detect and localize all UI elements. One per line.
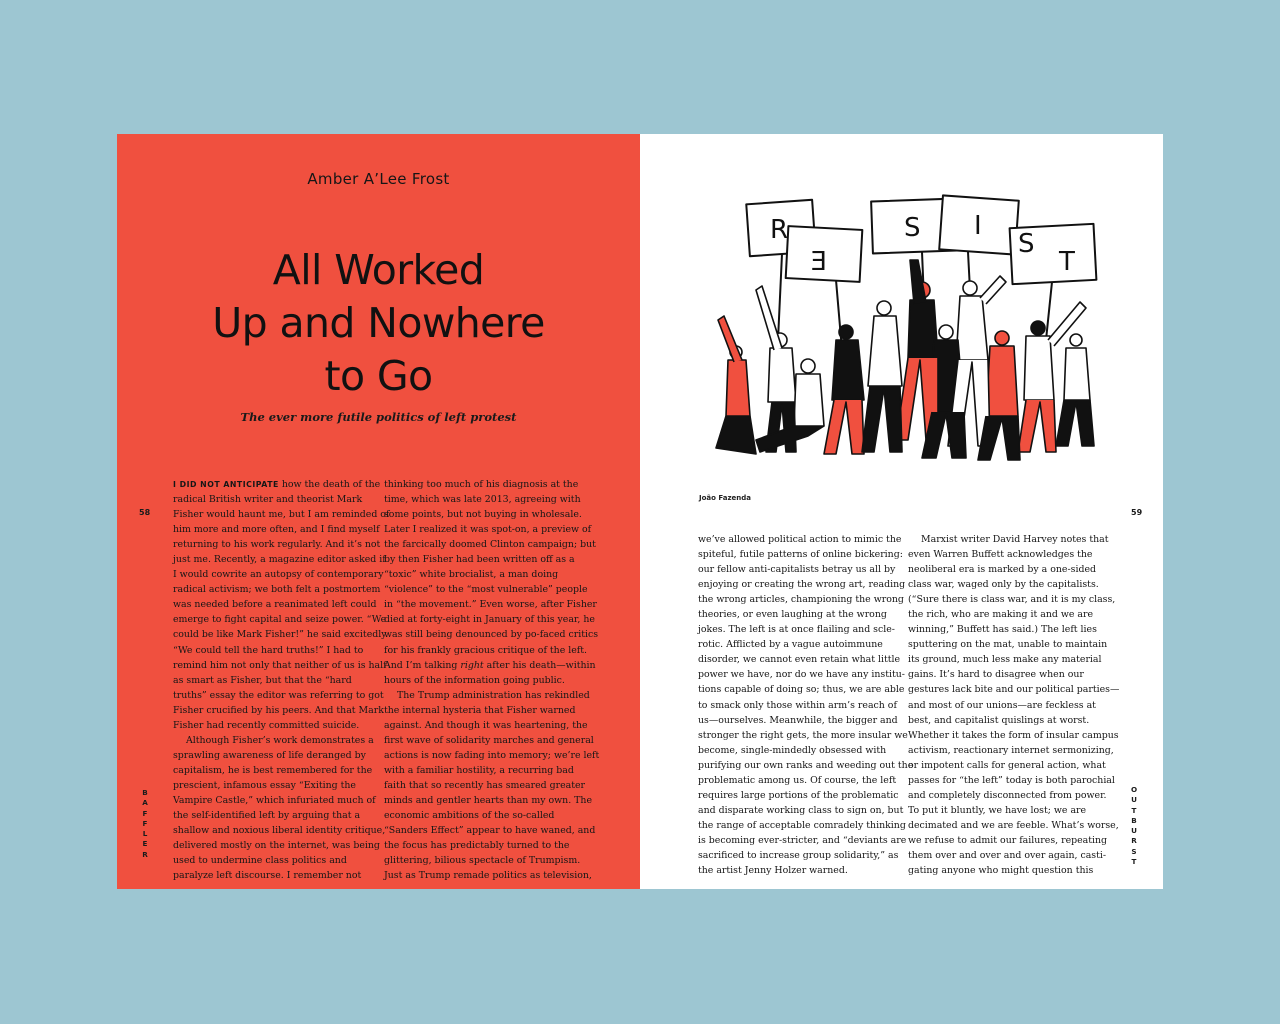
article-subtitle: The ever more futile politics of left protest bbox=[240, 410, 517, 424]
body-line: with a familiar hostility, a recurring bad bbox=[384, 764, 574, 776]
body-line: was still being denounced by po-faced critics bbox=[384, 629, 599, 641]
body-line: is becoming ever-stricter, and “deviants are bbox=[698, 834, 907, 846]
page-number: 59 bbox=[1131, 508, 1143, 517]
body-line: or impotent calls for general action, what bbox=[908, 759, 1106, 771]
body-line: for his frankly gracious critique of the left. bbox=[384, 644, 587, 656]
sign-letter: S bbox=[1018, 229, 1035, 259]
body-line: winning,” Buffett has said.) The left lies bbox=[908, 624, 1097, 636]
body-line: to smack only those within arm’s reach of bbox=[698, 699, 897, 711]
body-line: hours of the information going public. bbox=[384, 674, 565, 686]
author-byline: Amber A’Lee Frost bbox=[307, 170, 450, 188]
body-line: “violence” to the “most vulnerable” people bbox=[384, 584, 588, 596]
body-line: the farcically doomed Clinton campaign; but bbox=[384, 539, 596, 551]
running-head-letter: O bbox=[1130, 785, 1138, 794]
body-column-4 bbox=[908, 532, 1126, 878]
body-column-1 bbox=[173, 477, 390, 883]
body-line: neoliberal era is marked by a one-sided bbox=[908, 564, 1096, 576]
emphasis: right bbox=[460, 659, 484, 671]
body-line: purifying our own ranks and weeding out the bbox=[698, 759, 914, 771]
body-line: problematic among us. Of course, the left bbox=[698, 774, 897, 786]
body-line: I DID NOT ANTICIPATE how the death of the bbox=[173, 479, 381, 490]
body-line: just me. Recently, a magazine editor asked if bbox=[173, 554, 386, 566]
sign-letter: S bbox=[904, 213, 921, 243]
body-line: even Warren Buffett acknowledges the bbox=[908, 549, 1093, 561]
body-line: the self-identified left by arguing that a bbox=[173, 810, 361, 822]
body-line: And I’m talking right after his death—within bbox=[384, 659, 596, 671]
body-line: us—ourselves. Meanwhile, the bigger and bbox=[698, 714, 898, 726]
running-head-vertical bbox=[1129, 785, 1139, 867]
body-line: “toxic” white brocialist, a man doing bbox=[384, 569, 559, 581]
body-line: Later I realized it was spot-on, a preview of bbox=[384, 524, 592, 536]
sign-letter: E bbox=[810, 247, 827, 277]
body-line: the internal hysteria that Fisher warned bbox=[384, 704, 576, 716]
body-line: returning to his work regularly. And it’s not bbox=[173, 539, 381, 551]
running-head-letter: E bbox=[142, 839, 148, 849]
title-line: to Go bbox=[324, 352, 433, 400]
running-head-letter: T bbox=[1131, 805, 1137, 815]
running-head-vertical bbox=[140, 788, 150, 860]
body-line: (“Sure there is class war, and it is my class, bbox=[908, 594, 1116, 606]
body-line: and most of our unions—are feckless at bbox=[908, 699, 1096, 711]
illustration-credit: João Fazenda bbox=[699, 494, 752, 502]
body-line: Whether it takes the form of insular campus bbox=[908, 729, 1119, 741]
running-head-letter: B bbox=[142, 788, 148, 797]
page-number: 58 bbox=[139, 508, 151, 517]
body-line: the wrong articles, championing the wrong bbox=[698, 594, 904, 606]
body-line: thinking too much of his diagnosis at the bbox=[384, 479, 579, 490]
body-line: against. And though it was heartening, the bbox=[384, 719, 588, 731]
body-line: theories, or even laughing at the wrong bbox=[698, 609, 887, 621]
body-line: and completely disconnected from power. bbox=[908, 789, 1107, 801]
body-line: decimated and we are feeble. What’s worse, bbox=[908, 819, 1119, 831]
body-line: time, which was late 2013, agreeing with bbox=[384, 494, 581, 506]
body-line: and disparate working class to sign on, but bbox=[698, 804, 904, 816]
body-line: become, single-mindedly obsessed with bbox=[698, 744, 887, 756]
body-line: radical activism; we both felt a postmortem bbox=[173, 584, 381, 596]
body-line: its ground, much less make any material bbox=[908, 654, 1102, 666]
body-line: passes for “the left” today is both parochial bbox=[908, 774, 1115, 786]
body-line: by then Fisher had been written off as a bbox=[384, 554, 575, 566]
body-line: spiteful, futile patterns of online bickering: bbox=[698, 549, 903, 561]
running-head-letter: S bbox=[1131, 846, 1137, 856]
title-line: All Worked bbox=[272, 246, 485, 294]
body-line: To put it bluntly, we have lost; we are bbox=[908, 804, 1087, 816]
body-line: shallow and noxious liberal identity critique, bbox=[173, 825, 386, 837]
body-line: glittering, bilious spectacle of Trumpism. bbox=[384, 855, 581, 867]
body-line: Just as Trump remade politics as television, bbox=[384, 870, 592, 882]
body-line: best, and capitalist quislings at worst. bbox=[908, 714, 1090, 726]
body-column-3 bbox=[698, 532, 914, 878]
magazine-spread bbox=[117, 134, 1163, 889]
body-line: truths” essay the editor was referring to got bbox=[173, 689, 384, 701]
protest-illustration bbox=[696, 190, 1106, 480]
running-head-letter: F bbox=[142, 808, 148, 818]
body-line: them over and over and over again, casti- bbox=[908, 849, 1107, 861]
body-line: delivered mostly on the internet, was being bbox=[173, 840, 380, 852]
running-head-letter: B bbox=[1131, 815, 1137, 825]
body-line: jokes. The left is at once flailing and scle- bbox=[698, 624, 895, 636]
body-line: the artist Jenny Holzer warned. bbox=[698, 865, 848, 877]
body-line: actions is now fading into memory; we’re left bbox=[384, 749, 600, 761]
body-line: died at forty-eight in January of this year, he bbox=[384, 614, 595, 626]
body-line: we’ve allowed political action to mimic the bbox=[698, 534, 902, 545]
running-head-letter: A bbox=[142, 798, 148, 808]
body-line: gestures lack bite and our political parties— bbox=[908, 684, 1120, 696]
body-line: gating anyone who might question this bbox=[908, 865, 1094, 877]
body-line: paralyze left discourse. I remember not bbox=[173, 870, 362, 882]
body-line: sacrificed to increase group solidarity,” as bbox=[698, 849, 899, 861]
running-head-letter: R bbox=[142, 849, 148, 859]
body-line: Marxist writer David Harvey notes that bbox=[921, 534, 1109, 545]
body-line: remind him not only that neither of us is half bbox=[173, 659, 387, 671]
body-line: emerge to fight capital and seize power. “We bbox=[173, 614, 387, 626]
body-line: Vampire Castle,” which infuriated much of bbox=[173, 794, 376, 806]
body-line: was needed before a reanimated left could bbox=[173, 599, 377, 611]
body-column-2 bbox=[384, 477, 600, 883]
body-line: we refuse to admit our failures, repeating bbox=[908, 834, 1108, 846]
body-line: sputtering on the mat, unable to maintain bbox=[908, 639, 1108, 651]
body-line: prescient, infamous essay “Exiting the bbox=[173, 779, 356, 791]
body-line: rotic. Afflicted by a vague autoimmune bbox=[698, 639, 883, 651]
right-page bbox=[640, 134, 1163, 889]
body-line: disorder, we cannot even retain what little bbox=[698, 654, 901, 666]
body-line: “We could tell the hard truths!” I had to bbox=[173, 644, 364, 656]
body-line: I would cowrite an autopsy of contemporary bbox=[173, 569, 384, 581]
body-line: gains. It’s hard to disagree when our bbox=[908, 669, 1084, 681]
article-title bbox=[117, 244, 640, 403]
body-line: Fisher crucified by his peers. And that Mark bbox=[173, 704, 384, 716]
body-line: the range of acceptable comradely thinking bbox=[698, 819, 906, 831]
body-line: Fisher had recently committed suicide. bbox=[173, 719, 360, 731]
body-line: sprawling awareness of life deranged by bbox=[173, 749, 366, 761]
body-line: The Trump administration has rekindled bbox=[397, 689, 590, 701]
body-line: economic ambitions of the so-called bbox=[384, 810, 555, 822]
body-line: in “the movement.” Even worse, after Fisher bbox=[384, 599, 597, 611]
body-line: Although Fisher’s work demonstrates a bbox=[186, 734, 374, 746]
body-line: our fellow anti-capitalists betray us all by bbox=[698, 564, 896, 576]
body-line: minds and gentler hearts than my own. The bbox=[384, 794, 592, 806]
lead-in: I DID NOT ANTICIPATE bbox=[173, 480, 279, 489]
body-line: activism, reactionary internet sermonizing, bbox=[908, 744, 1114, 756]
body-line: capitalism, he is best remembered for the bbox=[173, 764, 373, 776]
sign-letter: T bbox=[1059, 247, 1075, 277]
running-head-letter: U bbox=[1131, 826, 1137, 836]
body-line: requires large portions of the problematic bbox=[698, 789, 899, 801]
body-line: first wave of solidarity marches and general bbox=[384, 734, 594, 746]
body-line: the focus has predictably turned to the bbox=[384, 840, 570, 852]
body-line: the rich, who are making it and we are bbox=[908, 609, 1094, 621]
body-line: enjoying or creating the wrong art, reading bbox=[698, 579, 906, 591]
body-line: as smart as Fisher, but that the “hard bbox=[173, 674, 352, 686]
title-line: Up and Nowhere bbox=[212, 299, 545, 347]
left-page bbox=[117, 134, 640, 889]
sign-letter: I bbox=[974, 211, 982, 241]
body-line: used to undermine class politics and bbox=[173, 855, 347, 867]
body-line: him more and more often, and I find myself bbox=[173, 524, 380, 536]
body-line: could be like Mark Fisher!” he said excitedly. bbox=[173, 629, 389, 641]
body-line: “Sanders Effect” appear to have waned, and bbox=[384, 825, 596, 837]
body-line: faith that so recently has smeared greater bbox=[384, 779, 586, 791]
sign-letter: R bbox=[770, 215, 789, 245]
running-head-letter: T bbox=[1131, 857, 1137, 867]
body-line: radical British writer and theorist Mark bbox=[173, 494, 363, 506]
body-line: tions capable of doing so; thus, we are able bbox=[698, 684, 905, 696]
body-line: power we have, nor do we have any institu- bbox=[698, 669, 905, 681]
body-line: Fisher would haunt me, but I am reminded of bbox=[173, 509, 390, 521]
body-line: some points, but not buying in wholesale. bbox=[384, 509, 582, 521]
body-line: stronger the right gets, the more insular we bbox=[698, 729, 908, 741]
running-head-letter: L bbox=[142, 829, 148, 839]
running-head-letter: F bbox=[142, 818, 148, 828]
running-head-letter: U bbox=[1131, 795, 1137, 805]
running-head-letter: R bbox=[1131, 836, 1137, 846]
body-line: class war, waged only by the capitalists. bbox=[908, 579, 1099, 591]
